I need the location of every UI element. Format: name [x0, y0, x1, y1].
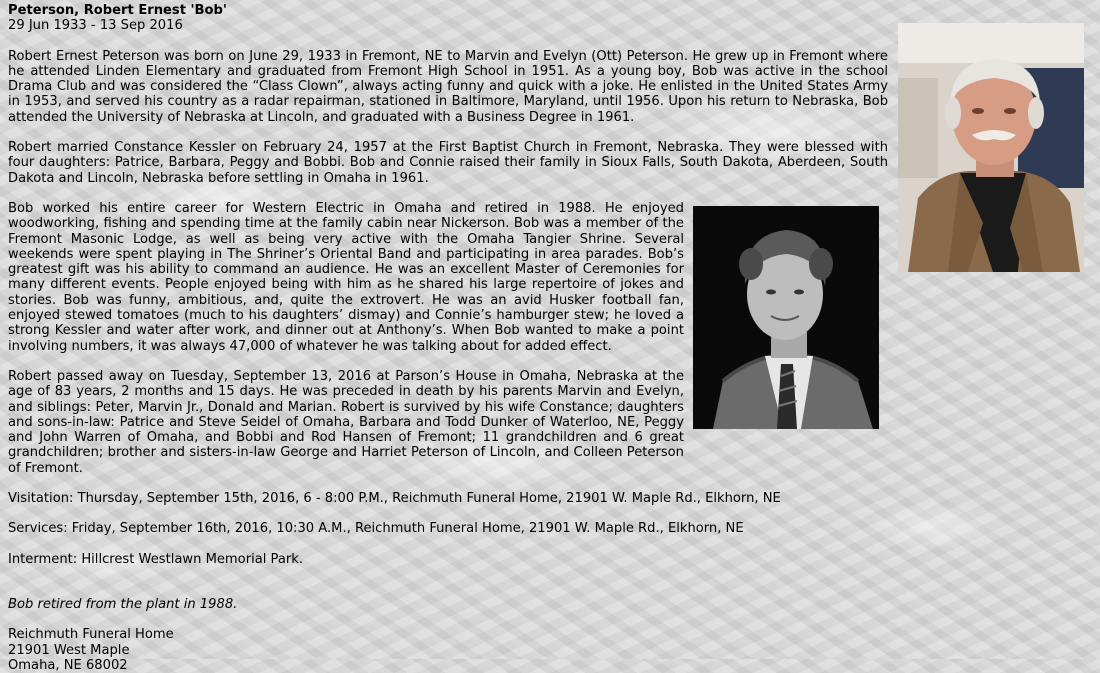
paragraph-passing: Robert passed away on Tuesday, September 13, 2016 at Parson’s House in Omaha, Nebraska at the age of 83 years, 2 months and 15 days. He was preceded in death by his parents Marvin and Evelyn, and siblings: Peter, Marvin Jr., Donald and Marian. Robert is survived by his wife Constance; daughters and sons-in-law: Patrice and Steve Seidel of Omaha, Barbara and Todd Dunker of Waterloo, NE, Peggy and John Warren of Omaha, and Bobbi and Rod Hansen of Fremont; 11 grandchildren and 6 great grandchildren; brother and sisters-in-law George and Harriet Peterson of Lincoln, and Colleen Peterson of Fremont. — [8, 368, 684, 476]
obituary-dates: 29 Jun 1933 - 13 Sep 2016 — [8, 18, 183, 34]
portrait-photo-color — [898, 23, 1084, 272]
services-info: Services: Friday, September 16th, 2016, 10:30 A.M., Reichmuth Funeral Home, 21901 W. Maple Rd., Elkhorn, NE — [8, 521, 744, 537]
obituary-name: Peterson, Robert Ernest 'Bob' — [8, 3, 227, 18]
portrait-photo-bw — [693, 206, 879, 429]
interment-info: Interment: Hillcrest Westlawn Memorial Park. — [8, 551, 303, 567]
paragraph-early-life: Robert Ernest Peterson was born on June 29, 1933 in Fremont, NE to Marvin and Evelyn (Ott) Peterson. He grew up in Fremont where he attended Linden Elementary and graduated from Fremont High School in 1951. As a young boy, Bob was active in the school Drama Club and was considered the “Class Clown”, always acting funny and quick with a joke. He enlisted in the United States Army in 1953, and served his country as a radar repairman, stationed in Baltimore, Maryland, until 1956. Upon his return to Nebraska, Bob attended the University of Nebraska at Lincoln, and graduated with a Business Degree in 1961. — [8, 48, 888, 125]
funeral-home-street: 21901 West Maple — [8, 642, 130, 658]
paragraph-career: Bob worked his entire career for Western Electric in Omaha and retired in 1988. He enjoyed woodworking, fishing and spending time at the family cabin near Nickerson. Bob was a member of the Fremont Masonic Lodge, as well as being very active with the Omaha Tangier Shrine. Several weekends were spent playing in The Shriner’s Oriental Band and participating in area parades. Bob’s greatest gift was his ability to command an audience. He was an excellent Master of Ceremonies for many different events. People enjoyed being with him as he shared his large repertoire of jokes and stories. Bob was funny, ambitious, and, quite the extrovert. He was an avid Husker football fan, enjoyed stewed tomatoes (much to his daughters’ dismay) and Connie’s hamburger stew; he loved a strong Kessler and water after work, and dinner out at Anthony’s. When Bob wanted to make a point involving numbers, it was always 47,000 of whatever he was talking about for added effect. — [8, 200, 684, 354]
funeral-home-name: Reichmuth Funeral Home — [8, 627, 174, 643]
retirement-note: Bob retired from the plant in 1988. — [8, 596, 238, 612]
portrait-color-image — [898, 23, 1084, 272]
funeral-home-city: Omaha, NE 68002 — [8, 657, 128, 673]
paragraph-marriage: Robert married Constance Kessler on February 24, 1957 at the First Baptist Church in Fremont, Nebraska. They were blessed with four daughters: Patrice, Barbara, Peggy and Bobbi. Bob and Connie raised their family in Sioux Falls, South Dakota, Aberdeen, South Dakota and Lincoln, Nebraska before settling in Omaha in 1961. — [8, 140, 888, 186]
visitation-info: Visitation: Thursday, September 15th, 2016, 6 - 8:00 P.M., Reichmuth Funeral Home, 21901 W. Maple Rd., Elkhorn, NE — [8, 491, 781, 507]
portrait-bw-image — [693, 206, 879, 429]
